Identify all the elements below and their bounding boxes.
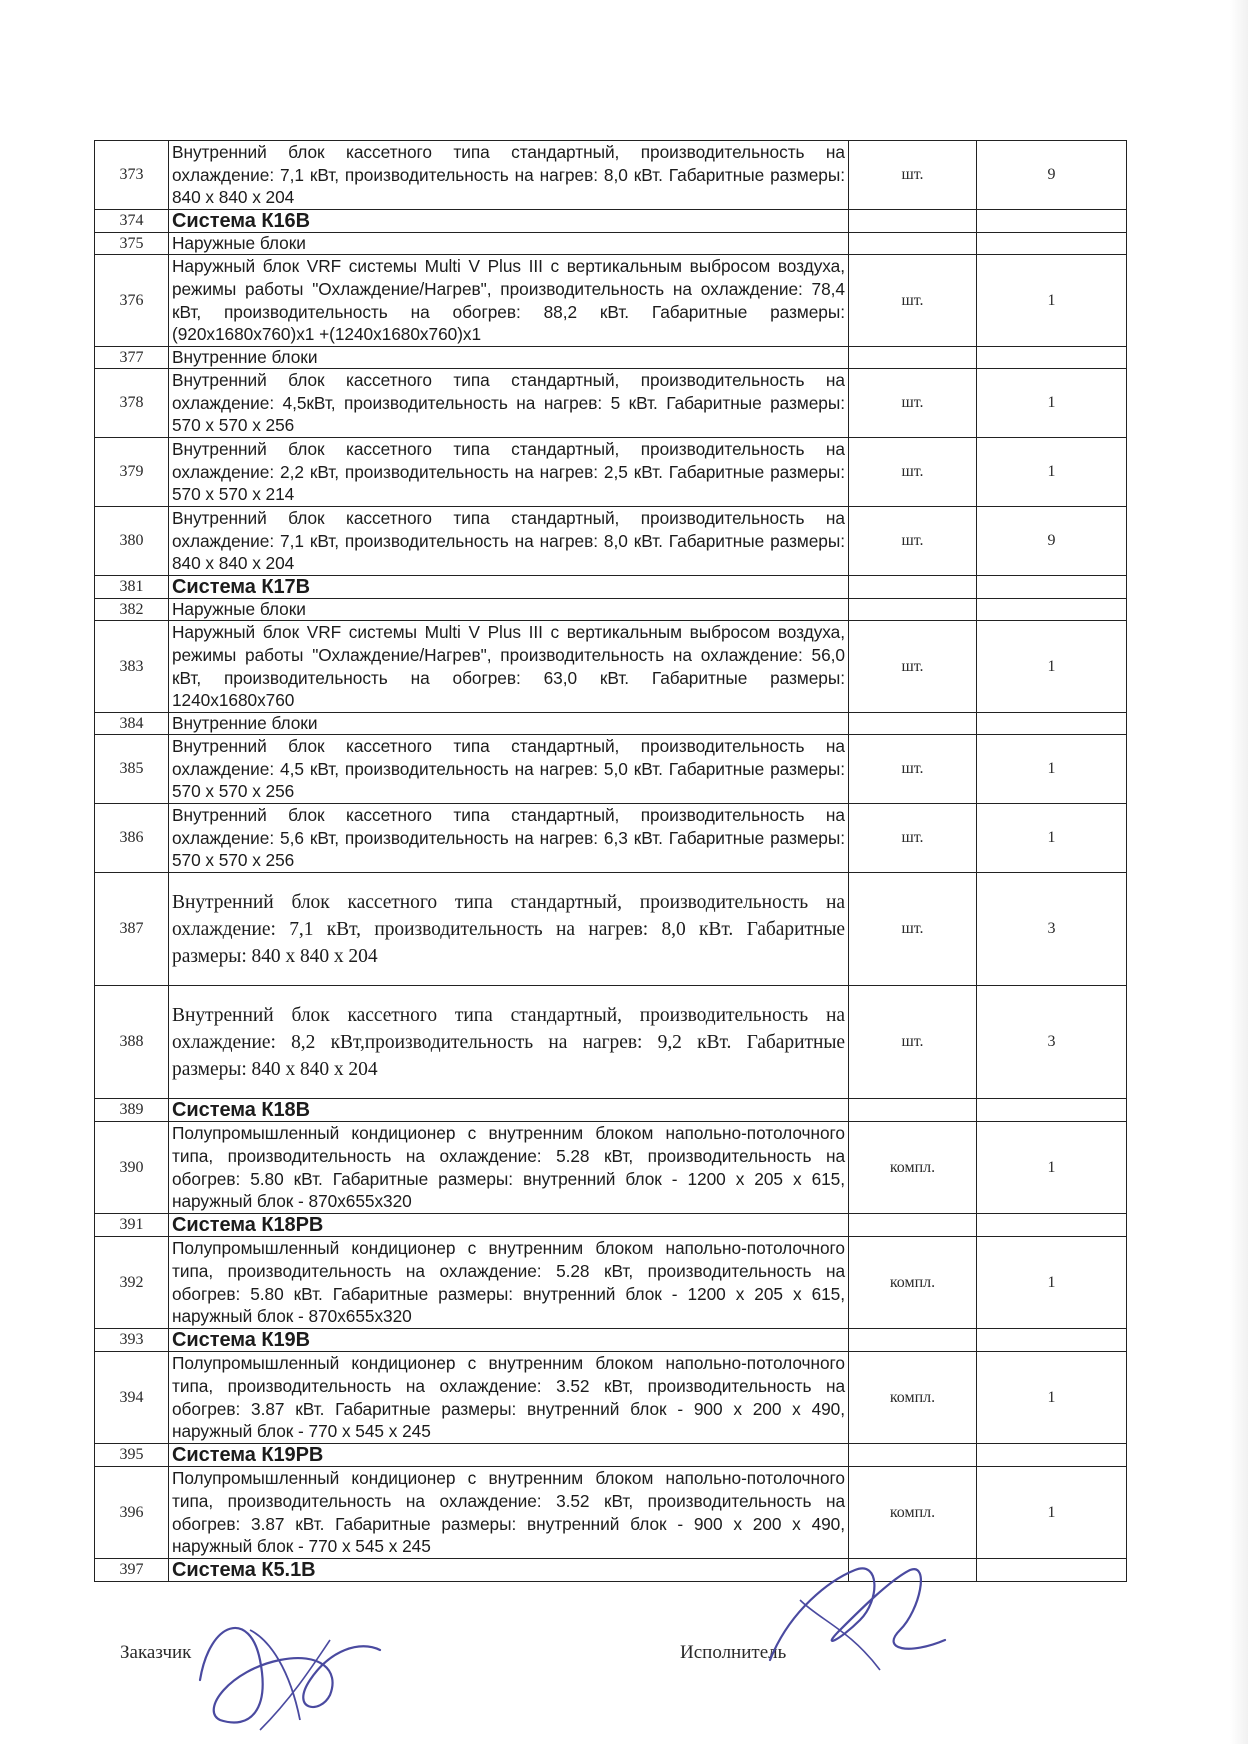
unit-cell <box>849 210 977 233</box>
quantity-cell: 1 <box>977 369 1127 438</box>
item-description: Внутренний блок кассетного типа стандартный, производительность на охлаждение: 8,2 кВт,производительность на нагрев: 9,2 кВт. Габаритные размеры: 840 x 840 x 204 <box>169 986 849 1099</box>
table-row <box>95 1329 1127 1352</box>
unit-cell: шт. <box>849 873 977 986</box>
spec-table-body <box>95 141 1127 1582</box>
table-row <box>95 1214 1127 1237</box>
unit-cell <box>849 1214 977 1237</box>
table-row <box>95 438 1127 507</box>
item-description: Наружный блок VRF системы Multi V Plus III с вертикальным выбросом воздуха, режимы работы "Охлаждение/Нагрев", производительность на охлаждение: 56,0 кВт, производительность на обогрев: 63,0 кВт. Габаритные размеры: 1240x1680x760 <box>169 621 849 713</box>
row-number: 378 <box>95 369 169 438</box>
unit-cell: шт. <box>849 369 977 438</box>
item-description: Внутренний блок кассетного типа стандартный, производительность на охлаждение: 7,1 кВт, производительность на нагрев: 8,0 кВт. Габаритные размеры: 840 x 840 x 204 <box>169 141 849 210</box>
quantity-cell <box>977 599 1127 621</box>
item-description: Полупромышленный кондиционер с внутренним блоком напольно-потолочного типа, производительность на охлаждение: 3.52 кВт, производительность на обогрев: 3.87 кВт. Габаритные размеры: внутренний блок - 900 x 200 x 490, наружный блок - 770 x 545 x 245 <box>169 1352 849 1444</box>
quantity-cell <box>977 1559 1127 1582</box>
row-number: 397 <box>95 1559 169 1582</box>
equipment-spec-table <box>94 140 1127 1582</box>
unit-cell: компл. <box>849 1467 977 1559</box>
quantity-cell: 1 <box>977 735 1127 804</box>
table-row <box>95 873 1127 986</box>
quantity-cell: 1 <box>977 1352 1127 1444</box>
row-number: 379 <box>95 438 169 507</box>
row-number: 391 <box>95 1214 169 1237</box>
table-row <box>95 621 1127 713</box>
table-row <box>95 1099 1127 1122</box>
group-heading: Внутренние блоки <box>169 713 849 735</box>
item-description: Полупромышленный кондиционер с внутренним блоком напольно-потолочного типа, производительность на охлаждение: 3.52 кВт, производительность на обогрев: 3.87 кВт. Габаритные размеры: внутренний блок - 900 x 200 x 490, наружный блок - 770 x 545 x 245 <box>169 1467 849 1559</box>
row-number: 388 <box>95 986 169 1099</box>
item-description: Внутренний блок кассетного типа стандартный, производительность на охлаждение: 4,5 кВт, производительность на нагрев: 5,0 кВт. Габаритные размеры: 570 x 570 x 256 <box>169 735 849 804</box>
quantity-cell: 1 <box>977 1237 1127 1329</box>
unit-cell: шт. <box>849 986 977 1099</box>
page-edge-shadow <box>1230 0 1248 1744</box>
system-heading: Система К18В <box>169 1099 849 1122</box>
unit-cell <box>849 713 977 735</box>
unit-cell: компл. <box>849 1237 977 1329</box>
row-number: 384 <box>95 713 169 735</box>
unit-cell <box>849 1099 977 1122</box>
quantity-cell <box>977 347 1127 369</box>
table-row <box>95 1352 1127 1444</box>
row-number: 385 <box>95 735 169 804</box>
quantity-cell: 3 <box>977 873 1127 986</box>
quantity-cell <box>977 210 1127 233</box>
unit-cell: шт. <box>849 804 977 873</box>
row-number: 396 <box>95 1467 169 1559</box>
system-heading: Система К16В <box>169 210 849 233</box>
table-row <box>95 1467 1127 1559</box>
table-row <box>95 804 1127 873</box>
quantity-cell <box>977 233 1127 255</box>
quantity-cell: 1 <box>977 804 1127 873</box>
row-number: 389 <box>95 1099 169 1122</box>
table-row <box>95 986 1127 1099</box>
table-row <box>95 713 1127 735</box>
group-heading: Наружные блоки <box>169 233 849 255</box>
table-row <box>95 599 1127 621</box>
item-description: Внутренний блок кассетного типа стандартный, производительность на охлаждение: 5,6 кВт, производительность на нагрев: 6,3 кВт. Габаритные размеры: 570 x 570 x 256 <box>169 804 849 873</box>
system-heading: Система К17В <box>169 576 849 599</box>
quantity-cell: 1 <box>977 1122 1127 1214</box>
row-number: 387 <box>95 873 169 986</box>
unit-cell <box>849 1559 977 1582</box>
unit-cell: шт. <box>849 255 977 347</box>
quantity-cell <box>977 1214 1127 1237</box>
row-number: 395 <box>95 1444 169 1467</box>
row-number: 375 <box>95 233 169 255</box>
quantity-cell: 1 <box>977 255 1127 347</box>
table-row <box>95 1559 1127 1582</box>
handwritten-signature-left <box>190 1600 390 1740</box>
unit-cell <box>849 599 977 621</box>
table-row <box>95 347 1127 369</box>
system-heading: Система К18РВ <box>169 1214 849 1237</box>
unit-cell <box>849 576 977 599</box>
quantity-cell <box>977 576 1127 599</box>
system-heading: Система К19РВ <box>169 1444 849 1467</box>
item-description: Полупромышленный кондиционер с внутренним блоком напольно-потолочного типа, производительность на охлаждение: 5.28 кВт, производительность на обогрев: 5.80 кВт. Габаритные размеры: внутренний блок - 1200 x 205 x 615, наружный блок - 870x655x320 <box>169 1122 849 1214</box>
system-heading: Система К19В <box>169 1329 849 1352</box>
quantity-cell <box>977 713 1127 735</box>
row-number: 392 <box>95 1237 169 1329</box>
item-description: Наружный блок VRF системы Multi V Plus III с вертикальным выбросом воздуха, режимы работы "Охлаждение/Нагрев", производительность на охлаждение: 78,4 кВт, производительность на обогрев: 88,2 кВт. Габаритные размеры: (920x1680x760)x1 +(1240x1680x760)x1 <box>169 255 849 347</box>
row-number: 373 <box>95 141 169 210</box>
table-row <box>95 210 1127 233</box>
footer-contractor-label: Исполнитель <box>680 1642 787 1663</box>
quantity-cell: 1 <box>977 1467 1127 1559</box>
table-row <box>95 735 1127 804</box>
unit-cell <box>849 1444 977 1467</box>
unit-cell <box>849 347 977 369</box>
table-row <box>95 369 1127 438</box>
group-heading: Внутренние блоки <box>169 347 849 369</box>
table-row <box>95 233 1127 255</box>
row-number: 390 <box>95 1122 169 1214</box>
row-number: 386 <box>95 804 169 873</box>
quantity-cell <box>977 1099 1127 1122</box>
table-row <box>95 255 1127 347</box>
unit-cell: шт. <box>849 507 977 576</box>
unit-cell: шт. <box>849 621 977 713</box>
quantity-cell: 1 <box>977 621 1127 713</box>
row-number: 377 <box>95 347 169 369</box>
group-heading: Наружные блоки <box>169 599 849 621</box>
table-row <box>95 576 1127 599</box>
table-row <box>95 1237 1127 1329</box>
row-number: 380 <box>95 507 169 576</box>
quantity-cell: 9 <box>977 507 1127 576</box>
row-number: 393 <box>95 1329 169 1352</box>
system-heading: Система К5.1В <box>169 1559 849 1582</box>
item-description: Внутренний блок кассетного типа стандартный, производительность на охлаждение: 4,5кВт, производительность на нагрев: 5 кВт. Габаритные размеры: 570 x 570 x 256 <box>169 369 849 438</box>
quantity-cell: 1 <box>977 438 1127 507</box>
unit-cell <box>849 1329 977 1352</box>
row-number: 374 <box>95 210 169 233</box>
table-row <box>95 1122 1127 1214</box>
table-row <box>95 141 1127 210</box>
table-row <box>95 507 1127 576</box>
item-description: Внутренний блок кассетного типа стандартный, производительность на охлаждение: 7,1 кВт, производительность на нагрев: 8,0 кВт. Габаритные размеры: 840 x 840 x 204 <box>169 507 849 576</box>
item-description: Полупромышленный кондиционер с внутренним блоком напольно-потолочного типа, производительность на охлаждение: 5.28 кВт, производительность на обогрев: 5.80 кВт. Габаритные размеры: внутренний блок - 1200 x 205 x 615, наружный блок - 870x655x320 <box>169 1237 849 1329</box>
footer-customer-label: Заказчик <box>120 1642 192 1663</box>
unit-cell: шт. <box>849 141 977 210</box>
unit-cell: шт. <box>849 438 977 507</box>
quantity-cell <box>977 1444 1127 1467</box>
row-number: 394 <box>95 1352 169 1444</box>
row-number: 382 <box>95 599 169 621</box>
unit-cell: компл. <box>849 1352 977 1444</box>
item-description: Внутренний блок кассетного типа стандартный, производительность на охлаждение: 7,1 кВт, производительность на нагрев: 8,0 кВт. Габаритные размеры: 840 x 840 x 204 <box>169 873 849 986</box>
unit-cell: шт. <box>849 735 977 804</box>
row-number: 376 <box>95 255 169 347</box>
row-number: 383 <box>95 621 169 713</box>
row-number: 381 <box>95 576 169 599</box>
unit-cell <box>849 233 977 255</box>
quantity-cell: 3 <box>977 986 1127 1099</box>
unit-cell: компл. <box>849 1122 977 1214</box>
quantity-cell: 9 <box>977 141 1127 210</box>
item-description: Внутренний блок кассетного типа стандартный, производительность на охлаждение: 2,2 кВт, производительность на нагрев: 2,5 кВт. Габаритные размеры: 570 x 570 x 214 <box>169 438 849 507</box>
table-row <box>95 1444 1127 1467</box>
quantity-cell <box>977 1329 1127 1352</box>
